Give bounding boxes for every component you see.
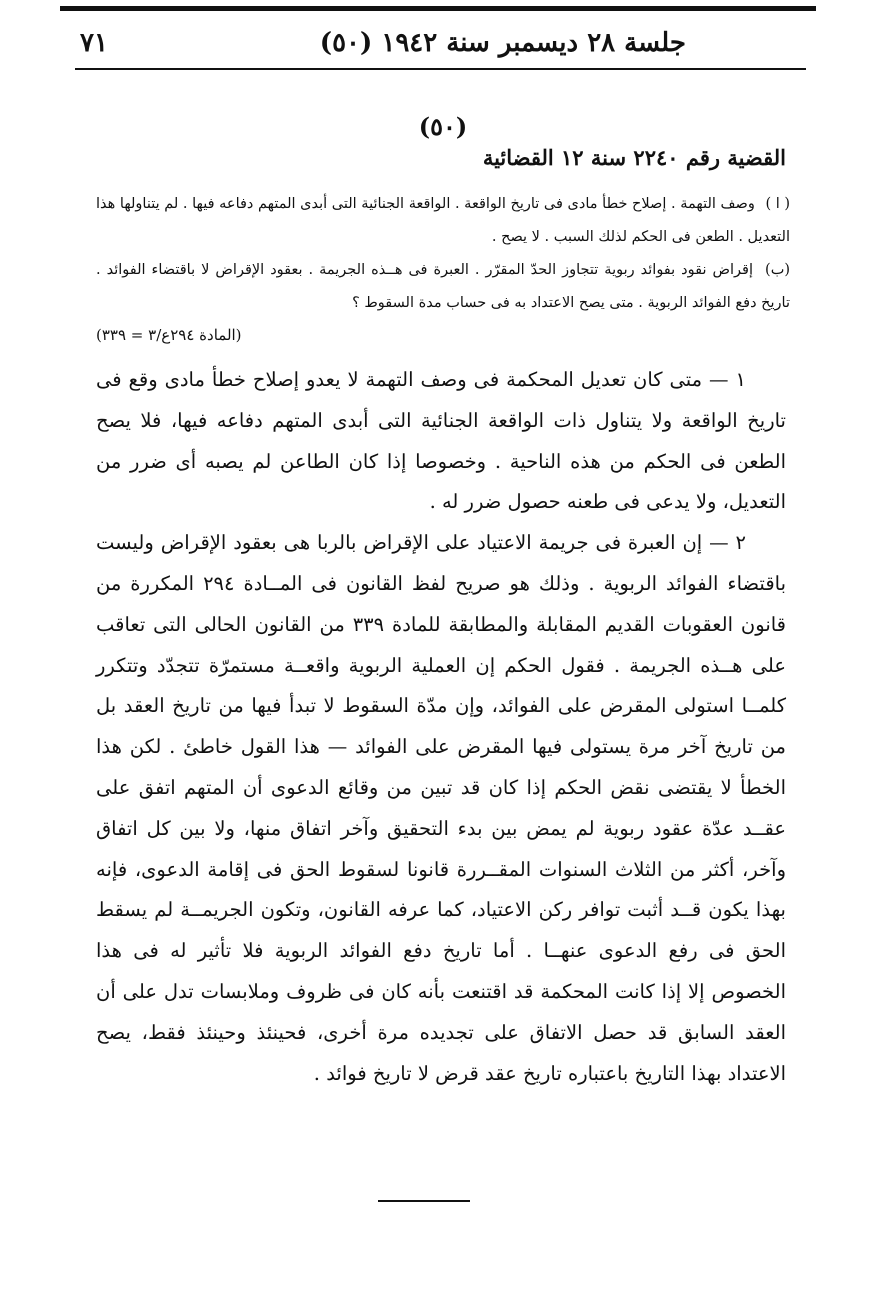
summary-item-b	[96, 254, 790, 320]
summary-item-a	[96, 188, 790, 254]
summary-text: وصف التهمة . إصلاح خطأ مادى فى تاريخ الواقعة . الواقعة الجنائية التى أبدى المتهم دفاعه فيها . لم يتناولها هذا التعديل . الطعن فى الحكم لذلك السبب . لا يصح .	[96, 196, 790, 245]
summary-label: ( ا )	[765, 196, 791, 212]
article-reference: (المادة ٢٩٤ع/٣ = ٣٣٩)	[96, 326, 242, 344]
body-text	[96, 360, 786, 1094]
paragraph-1: ١ — متى كان تعديل المحكمة فى وصف التهمة لا يعدو إصلاح خطأ مادى وقع فى تاريخ الواقعة ولا يتناول ذات الواقعة الجنائية التى أبدى المتهم دفاعه فيها، فلا يصح الطعن فى الحكم من هذه الناحية . وخصوصا إذا كان الطاعن لم يصبه أى ضرر من التعديل، ولا يدعى فى طعنه حصول ضرر له .	[96, 368, 786, 514]
summary-label: (ب)	[765, 262, 790, 278]
summary-text: إقراض نقود بفوائد ربوية تتجاوز الحدّ المقرّر . العبرة فى هــذه الجريمة . بعقود الإقراض لا باقتضاء الفوائد . تاريخ دفع الفوائد الربوية . متى يصح الاعتداد به فى حساب مدة السقوط ؟	[96, 262, 790, 311]
top-rule	[60, 6, 816, 11]
summary-block	[96, 188, 790, 320]
paragraph-2: ٢ — إن العبرة فى جريمة الاعتياد على الإقراض بالربا هى بعقود الإقراض وليست باقتضاء الفوائد الربوية . وذلك هو صريح لفظ القانون فى المــادة ٢٩٤ المكررة من قانون العقوبات القديم المقابلة والمطابقة للمادة ٣٣٩ من القانون الحالى التى تعاقب على هــذه الجريمة . فقول الحكم إن العملية الربوية واقعــة مستمرّة تتجدّد وتتكرر كلمــا استولى المقرض على الفوائد، وإن مدّة السقوط لا تبدأ فيها من تاريخ العقد بل من تاريخ آخر مرة يستولى فيها المقرض على الفوائد — هذا القول خاطئ . لكن هذا الخطأ لا يقتضى نقض الحكم إذا كان قد تبين من وقائع الدعوى أن المتهم اتفق على عقــد عدّة عقود ربوية لم يمض بين بدء التحقيق وآخر اتفاق منها، ولا بين كل اتفاق وآخر، أكثر من الثلاث السنوات المقــررة قانونا لسقوط الحق فى إقامة الدعوى، فإنه بهذا يكون قــد أثبت توافر ركن الاعتياد، كما عرفه القانون، وتكون الجريمــة لم يسقط الحق فى رفع الدعوى عنهــا . أما تاريخ دفع الفوائد الربوية فلا تأثير له فى هذا الخصوص إلا إذا كانت المحكمة قد اقتنعت بأنه كان فى ظروف وملابسات تدل على أن العقد السابق قد حصل الاتفاق على تجديده مرة أخرى، فحينئذ وحينئذ فقط، يصح الاعتداد بهذا التاريخ باعتباره تاريخ عقد قرض لا تاريخ فوائد .	[96, 531, 787, 1085]
running-header	[70, 26, 806, 66]
header-rule	[75, 68, 806, 70]
page-number: ٧١	[80, 28, 108, 58]
end-rule	[378, 1200, 470, 1202]
header-title: جلسة ٢٨ ديسمبر سنة ١٩٤٢ (٥٠)	[319, 28, 686, 58]
case-number: (٥٠)	[418, 112, 468, 141]
case-reference: القضية رقم ٢٢٤٠ سنة ١٢ القضائية	[482, 145, 786, 170]
